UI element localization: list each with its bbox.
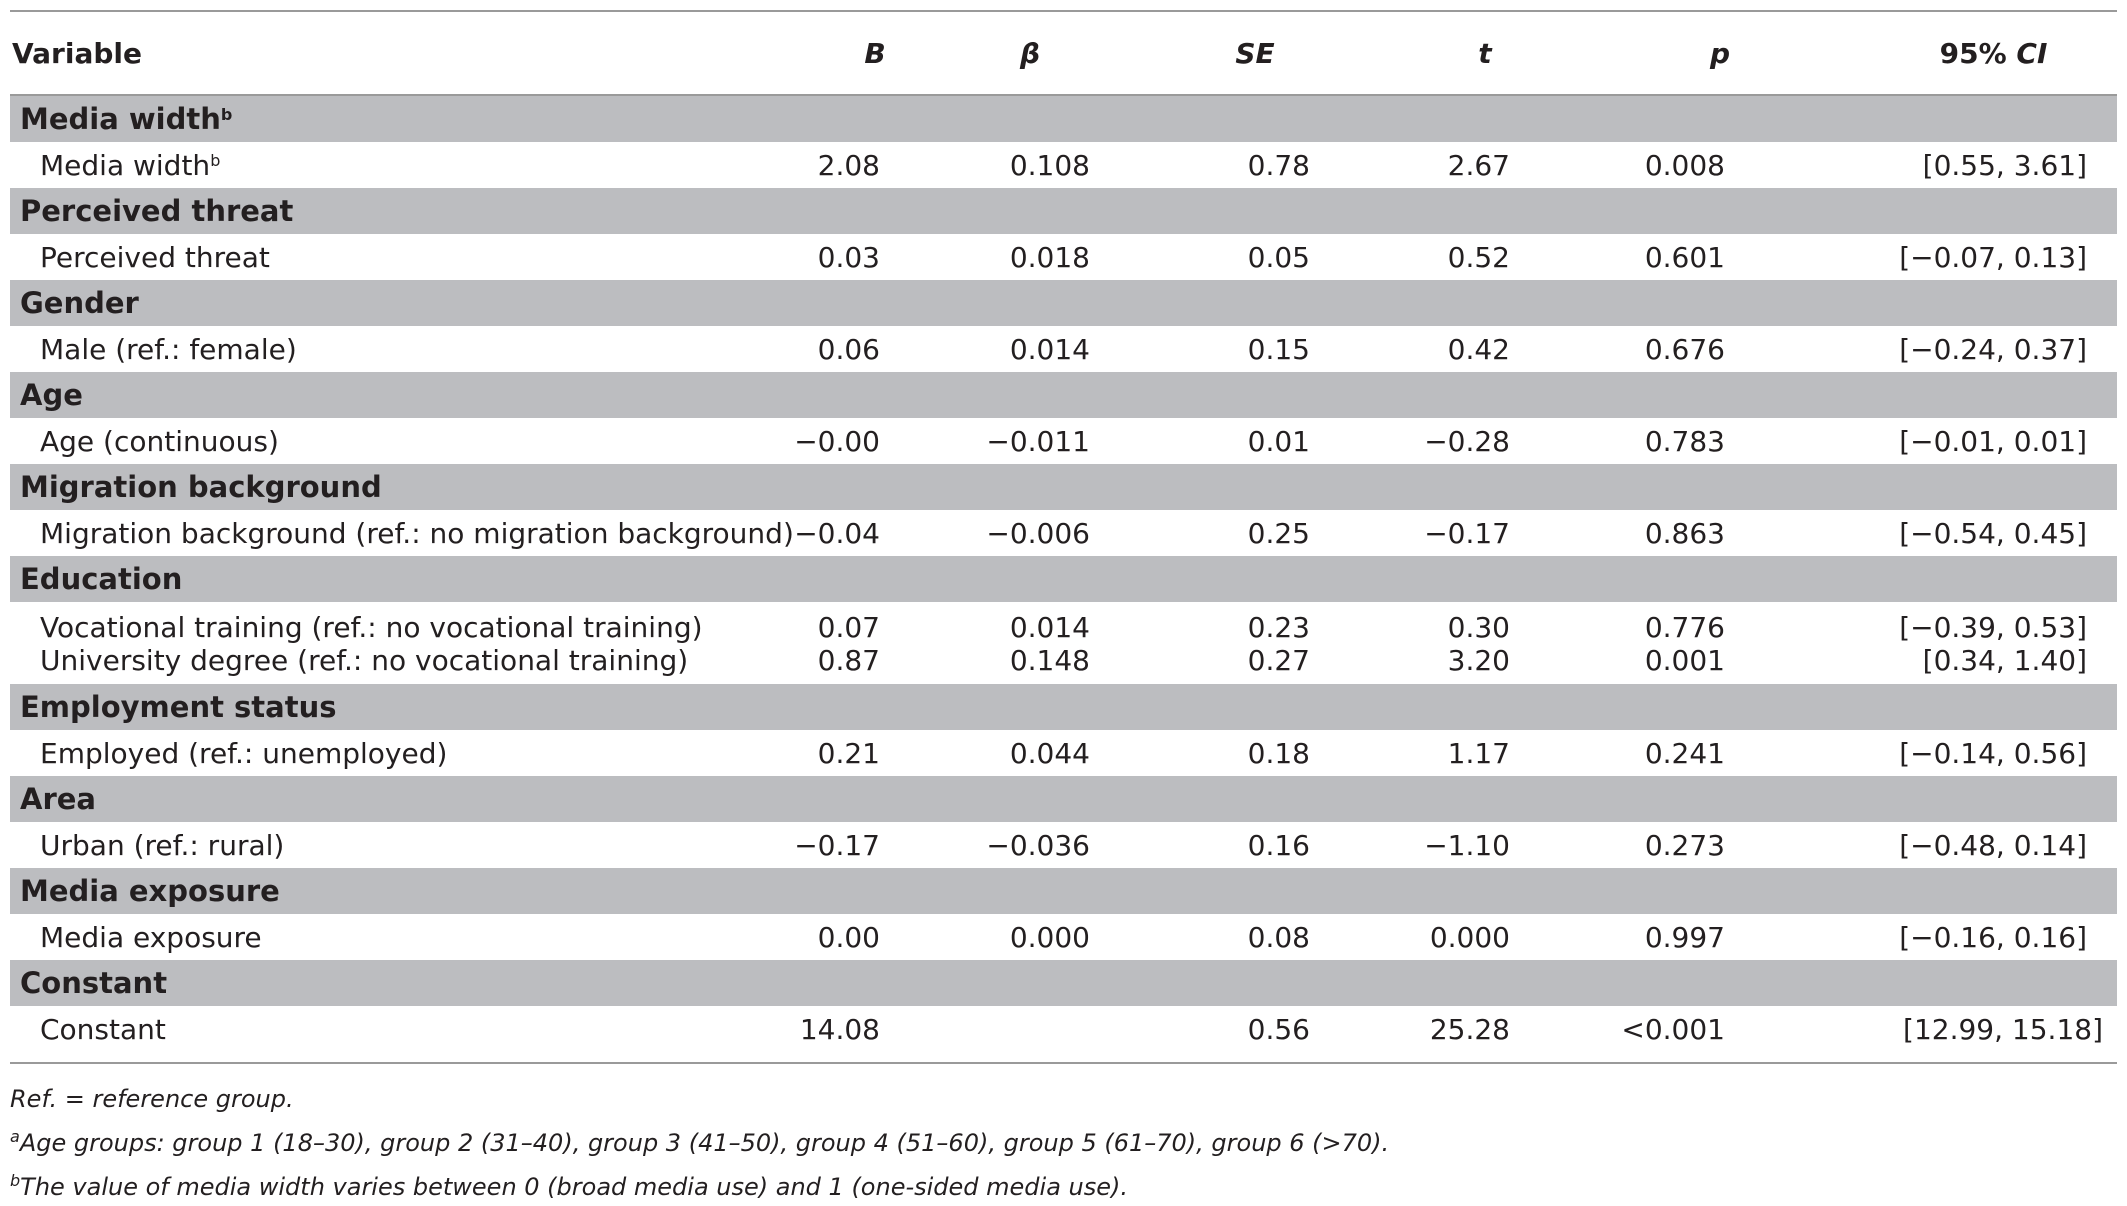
table-row (10, 644, 2117, 684)
t-cell: −0.17 (1424, 516, 1510, 550)
ci-cell: [−0.07, 0.13] (1899, 240, 2087, 274)
ci-cell: [−0.39, 0.53] (1899, 611, 2087, 644)
ci-cell: [−0.24, 0.37] (1899, 332, 2087, 366)
table-row (10, 142, 2117, 188)
variable-cell (10, 822, 730, 868)
section-row (10, 280, 2117, 326)
header-p: p (1709, 36, 1731, 70)
variable-cell (10, 1006, 730, 1052)
p-cell: 0.863 (1644, 516, 1725, 550)
header-ci: 95% CI (1939, 36, 2048, 70)
t-cell: 0.52 (1447, 240, 1510, 274)
t-cell: 1.17 (1447, 736, 1510, 770)
se-cell: 0.78 (1247, 148, 1310, 182)
regression-table-container (10, 10, 2117, 1206)
variable-cell (10, 234, 730, 280)
section-row (10, 372, 2117, 418)
beta-cell: 0.018 (1009, 240, 1090, 274)
p-cell: 0.601 (1644, 240, 1725, 274)
b-cell: 0.87 (817, 644, 880, 677)
se-cell: 0.01 (1247, 424, 1310, 458)
beta-cell: 0.014 (1009, 332, 1090, 366)
section-title-text: Migration background (20, 470, 382, 504)
section-title (10, 96, 2117, 142)
p-cell: 0.241 (1644, 736, 1725, 770)
table-row (10, 234, 2117, 280)
b-cell: 0.06 (817, 332, 880, 366)
section-title-text: Employment status (20, 690, 337, 724)
beta-cell: 0.000 (1009, 920, 1090, 954)
beta-cell: 0.108 (1009, 148, 1090, 182)
header-t: t (1478, 36, 1492, 70)
table-row (10, 1006, 2117, 1052)
variable-label: Constant (40, 1012, 166, 1046)
p-cell: 0.997 (1644, 920, 1725, 954)
table-row (10, 730, 2117, 776)
table-row (10, 326, 2117, 372)
t-cell: 25.28 (1429, 1012, 1510, 1046)
variable-cell (10, 914, 730, 960)
beta-cell: 0.044 (1009, 736, 1090, 770)
t-cell: 0.42 (1447, 332, 1510, 366)
section-title-text: Perceived threat (20, 194, 294, 228)
beta-cell: 0.014 (1009, 611, 1090, 644)
se-cell: 0.15 (1247, 332, 1310, 366)
section-title (10, 464, 2117, 510)
table-row (10, 914, 2117, 960)
se-cell: 0.08 (1247, 920, 1310, 954)
section-title-text: Constant (20, 966, 168, 1000)
variable-cell (10, 326, 730, 372)
section-row (10, 464, 2117, 510)
section-title (10, 960, 2117, 1006)
variable-label: Male (ref.: female) (40, 332, 297, 366)
b-cell: −0.00 (794, 424, 880, 458)
section-title (10, 868, 2117, 914)
p-cell: 0.001 (1644, 644, 1725, 677)
t-cell: −0.28 (1424, 424, 1510, 458)
ci-cell: [−0.16, 0.16] (1899, 920, 2087, 954)
b-cell: −0.04 (794, 516, 880, 550)
t-cell: 0.30 (1447, 611, 1510, 644)
beta-cell: −0.006 (986, 516, 1090, 550)
footnote-marker: b (210, 150, 221, 170)
variable-cell (10, 418, 730, 464)
section-row (10, 776, 2117, 822)
variable-label: Media width (40, 148, 211, 182)
variable-label: Perceived threat (40, 240, 270, 274)
variable-cell (10, 730, 730, 776)
b-cell: 14.08 (799, 1012, 880, 1046)
table-row (10, 418, 2117, 464)
table-row (10, 510, 2117, 556)
section-row (10, 96, 2117, 142)
ci-cell: [0.34, 1.40] (1922, 644, 2087, 677)
footnote-ref: Ref. = reference group. (10, 1085, 294, 1113)
variable-label: Age (continuous) (40, 424, 279, 458)
table-row (10, 822, 2117, 868)
t-cell: 0.000 (1429, 920, 1510, 954)
se-cell: 0.16 (1247, 828, 1310, 862)
variable-cell (10, 510, 794, 556)
b-cell: 0.00 (817, 920, 880, 954)
variable-label: Media exposure (40, 920, 262, 954)
variable-label: Employed (ref.: unemployed) (40, 736, 448, 770)
b-cell: 0.07 (817, 611, 880, 644)
ci-cell: [−0.01, 0.01] (1899, 424, 2087, 458)
section-title-text: Media exposure (20, 874, 280, 908)
variable-label: Vocational training (ref.: no vocational training) (40, 611, 703, 644)
footnote-marker: b (220, 105, 233, 124)
variable-cell (10, 142, 730, 188)
se-cell: 0.25 (1247, 516, 1310, 550)
table-bottom-rule (10, 1062, 2117, 1064)
beta-cell (890, 1006, 1140, 1052)
p-cell: 0.776 (1644, 611, 1725, 644)
ci-cell: [−0.14, 0.56] (1899, 736, 2087, 770)
beta-cell: −0.036 (986, 828, 1090, 862)
section-title-text: Media width (20, 102, 221, 136)
section-title-text: Gender (20, 286, 139, 320)
section-row (10, 556, 2117, 602)
p-cell: 0.273 (1644, 828, 1725, 862)
variable-cell (10, 602, 730, 644)
ci-cell: [12.99, 15.18] (1903, 1012, 2103, 1046)
table-row (10, 602, 2117, 644)
section-title (10, 372, 2117, 418)
section-title (10, 188, 2117, 234)
variable-label: Urban (ref.: rural) (40, 828, 285, 862)
header-b: B (864, 36, 886, 70)
section-title (10, 556, 2117, 602)
b-cell: −0.17 (794, 828, 880, 862)
section-row (10, 868, 2117, 914)
se-cell: 0.18 (1247, 736, 1310, 770)
variable-label: Migration background (ref.: no migration background) (40, 516, 794, 550)
header-row (10, 12, 2117, 94)
ci-cell: [−0.48, 0.14] (1899, 828, 2087, 862)
se-cell: 0.05 (1247, 240, 1310, 274)
t-cell: 3.20 (1447, 644, 1510, 677)
section-title-text: Area (20, 782, 96, 816)
table-body (10, 94, 2117, 1052)
se-cell: 0.23 (1247, 611, 1310, 644)
p-cell: 0.676 (1644, 332, 1725, 366)
beta-cell: −0.011 (986, 424, 1090, 458)
footnote-a: $^a$Age groups: group 1 (18–30), group 2 (31–40), group 3 (41–50), group 4 (51–60), group 5 (61–70), group 6 (>70). (10, 1127, 1390, 1157)
section-title (10, 776, 2117, 822)
header-beta: β (1019, 36, 1041, 70)
t-cell: 2.67 (1447, 148, 1510, 182)
p-cell: <0.001 (1621, 1012, 1725, 1046)
se-cell: 0.27 (1247, 644, 1310, 677)
regression-table (10, 12, 2117, 1052)
beta-cell: 0.148 (1009, 644, 1090, 677)
variable-label: University degree (ref.: no vocational training) (40, 644, 689, 677)
p-cell: 0.008 (1644, 148, 1725, 182)
ci-cell: [−0.54, 0.45] (1899, 516, 2087, 550)
p-cell: 0.783 (1644, 424, 1725, 458)
section-title (10, 280, 2117, 326)
section-row (10, 188, 2117, 234)
variable-cell (10, 644, 730, 684)
section-row (10, 960, 2117, 1006)
header-variable: Variable (12, 36, 142, 70)
section-title-text: Education (20, 562, 183, 596)
section-title-text: Age (20, 378, 83, 412)
b-cell: 0.21 (817, 736, 880, 770)
footnotes (10, 1080, 2117, 1206)
b-cell: 2.08 (817, 148, 880, 182)
header-se: SE (1235, 36, 1275, 70)
b-cell: 0.03 (817, 240, 880, 274)
section-row (10, 684, 2117, 730)
footnote-b: $^b$The value of media width varies between 0 (broad media use) and 1 (one-sided media use). (10, 1171, 1129, 1201)
se-cell: 0.56 (1247, 1012, 1310, 1046)
ci-cell: [0.55, 3.61] (1922, 148, 2087, 182)
section-title (10, 684, 2117, 730)
t-cell: −1.10 (1424, 828, 1510, 862)
